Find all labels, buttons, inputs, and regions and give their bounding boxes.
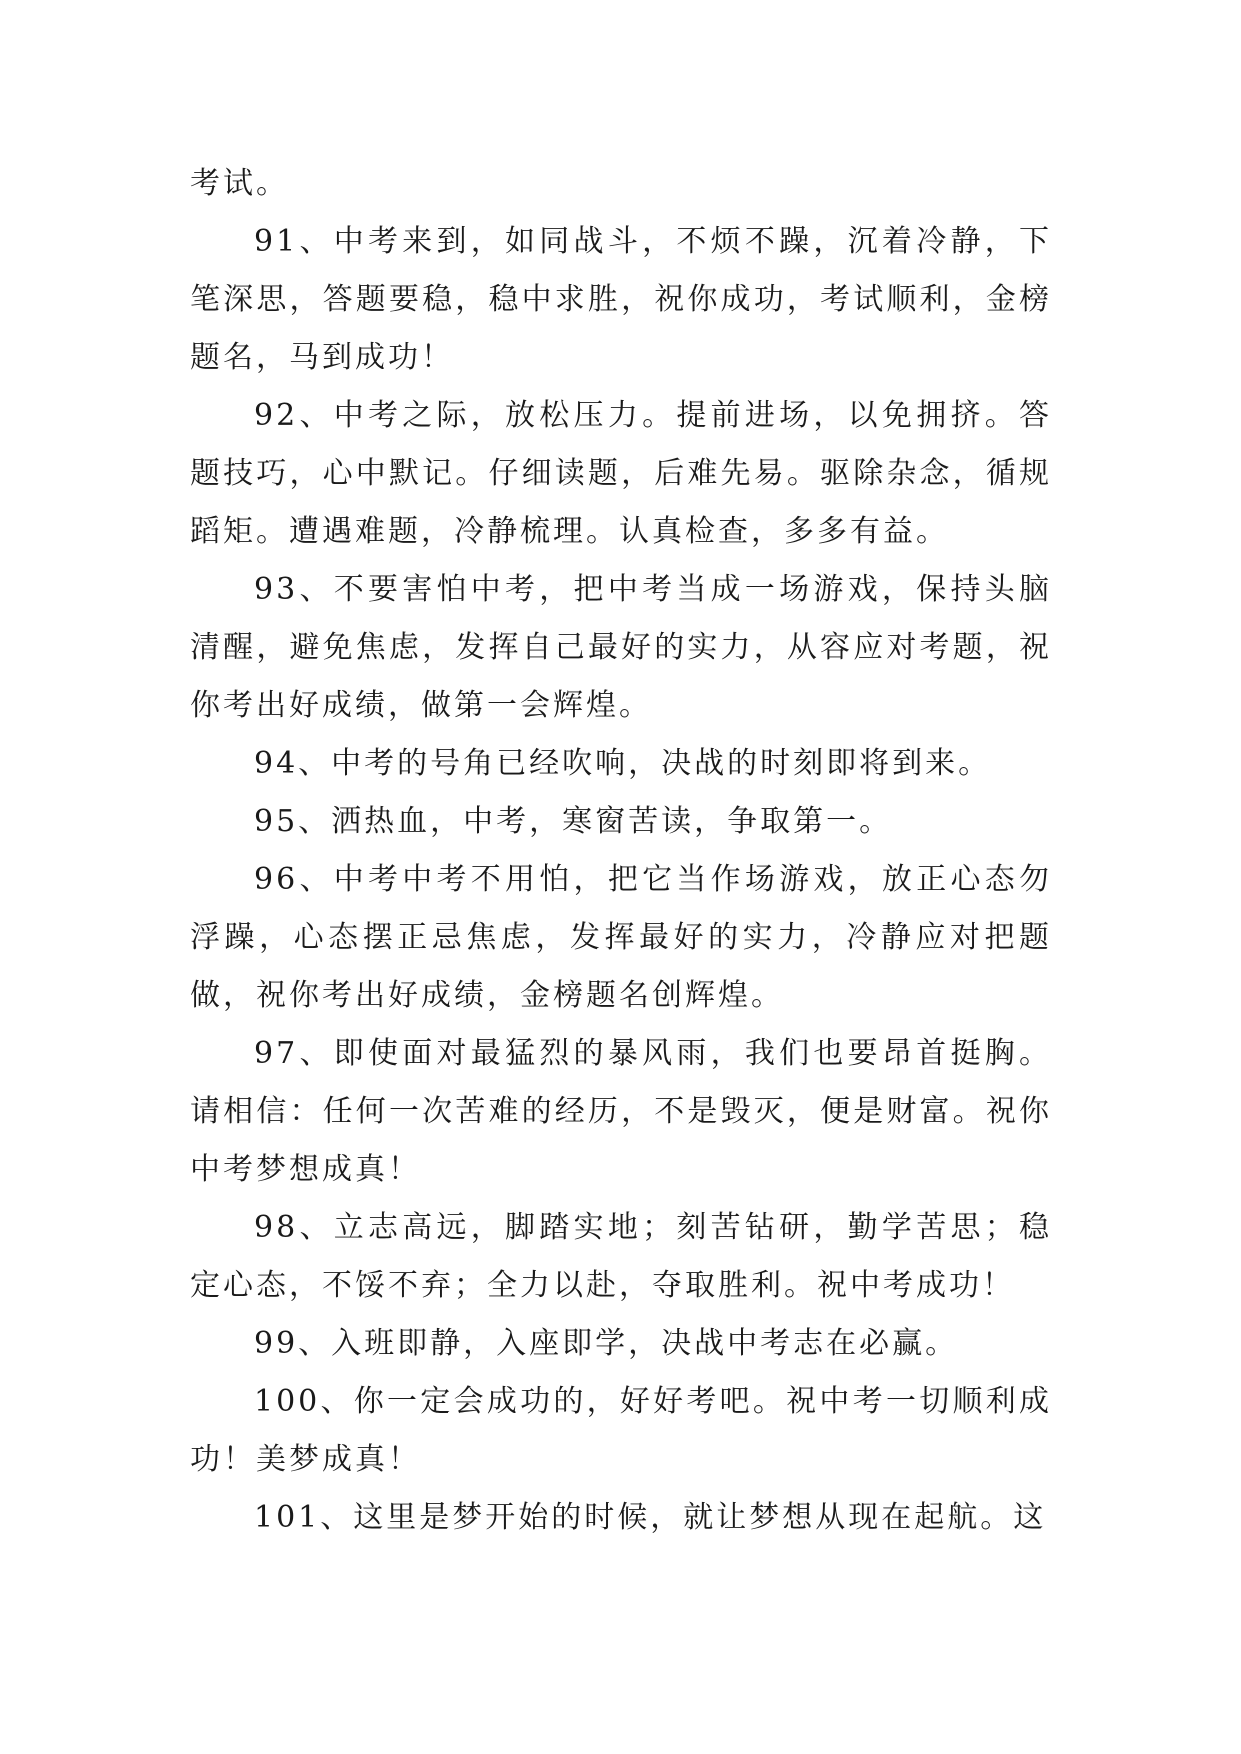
- paragraph: 95、洒热血，中考，寒窗苦读，争取第一。: [254, 804, 893, 839]
- paragraph: 97、即使面对最猛烈的暴风雨，我们也要昂首挺胸。请相信：任何一次苦难的经历，不是毁灭，便是财富。祝你中考梦想成真！: [190, 1036, 1052, 1187]
- paragraph: 99、入班即静，入座即学，决战中考志在必赢。: [254, 1326, 959, 1361]
- paragraph: 101、这里是梦开始的时候，就让梦想从现在起航。这: [254, 1500, 1047, 1535]
- paragraph: 92、中考之际，放松压力。提前进场，以免拥挤。答题技巧，心中默记。仔细读题，后难先易。驱除杂念，循规蹈矩。遭遇难题，冷静梳理。认真检查，多多有益。: [190, 398, 1052, 549]
- paragraph: 100、你一定会成功的，好好考吧。祝中考一切顺利成功！美梦成真！: [190, 1384, 1052, 1477]
- paragraph: 98、立志高远，脚踏实地；刻苦钻研，勤学苦思；稳定心态，不馁不弃；全力以赴，夺取胜利。祝中考成功！: [190, 1210, 1052, 1303]
- paragraph: 96、中考中考不用怕，把它当作场游戏，放正心态勿浮躁，心态摆正忌焦虑，发挥最好的实力，冷静应对把题做，祝你考出好成绩，金榜题名创辉煌。: [190, 862, 1052, 1013]
- paragraph: 94、中考的号角已经吹响，决战的时刻即将到来。: [254, 746, 992, 781]
- body-text: [190, 155, 1052, 1547]
- paragraph: 93、不要害怕中考，把中考当成一场游戏，保持头脑清醒，避免焦虑，发挥自己最好的实力，从容应对考题，祝你考出好成绩，做第一会辉煌。: [190, 572, 1052, 723]
- paragraph: 考试。: [190, 166, 289, 201]
- paragraph: 91、中考来到，如同战斗，不烦不躁，沉着冷静，下笔深思，答题要稳，稳中求胜，祝你成功，考试顺利，金榜题名，马到成功！: [190, 224, 1052, 375]
